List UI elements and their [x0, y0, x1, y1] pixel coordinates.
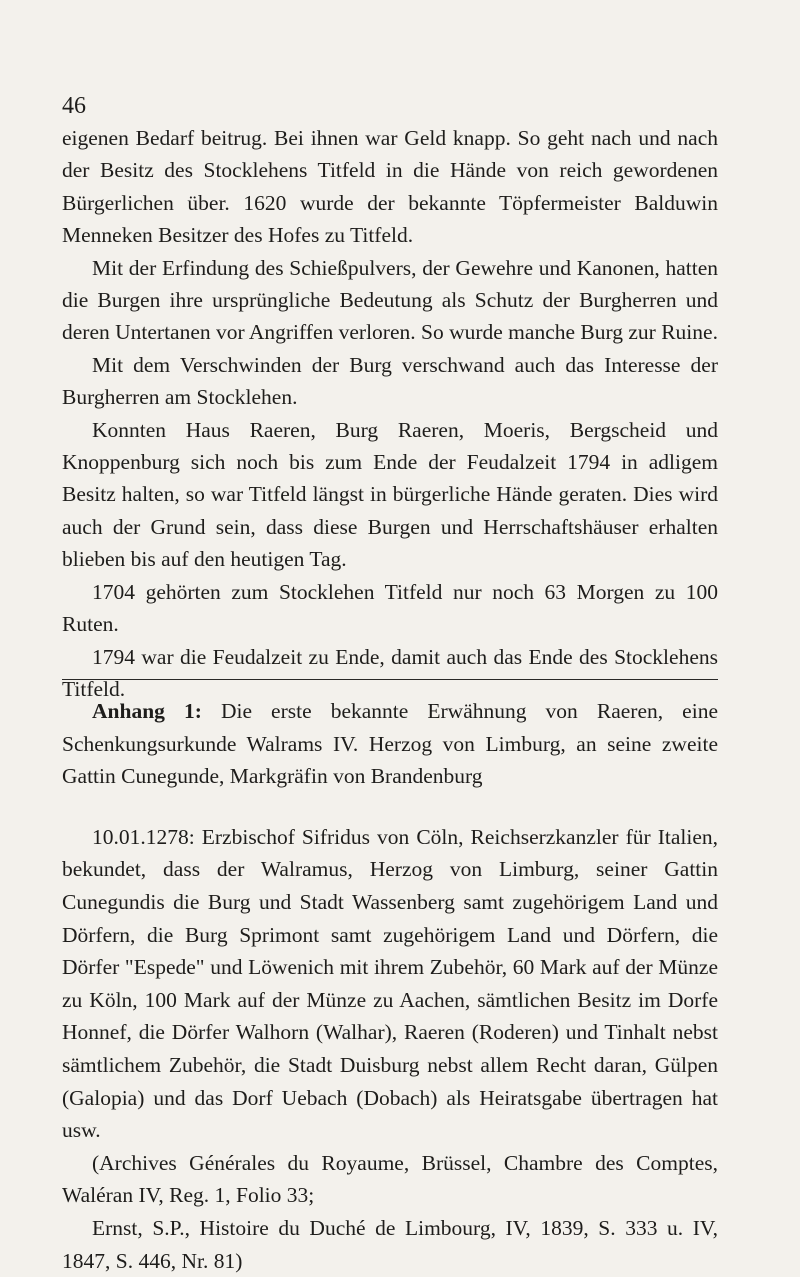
appendix-section	[62, 695, 718, 1277]
paragraph-castle-disappearance: Mit dem Verschwinden der Burg verschwand auch das Interesse der Burgherren am Stocklehen.	[62, 352, 718, 410]
page-number: 46	[62, 93, 86, 119]
appendix-source-archives: (Archives Générales du Royaume, Brüssel, Chambre des Comptes, Waléran IV, Reg. 1, Folio 33;	[62, 1150, 718, 1208]
appendix-heading-text: Die erste bekannte Erwähnung von Raeren, eine Schenkungsurkunde Walrams IV. Herzog von Limburg, an seine zweite Gattin Cunegunde, Markgräfin von Brandenburg	[62, 699, 718, 789]
main-text	[62, 122, 718, 705]
appendix-source-ernst: Ernst, S.P., Histoire du Duché de Limbourg, IV, 1839, S. 333 u. IV, 1847, S. 446, Nr. 81)	[62, 1215, 718, 1273]
paragraph-1704: 1704 gehörten zum Stocklehen Titfeld nur noch 63 Morgen zu 100 Ruten.	[62, 579, 718, 637]
appendix-heading	[62, 695, 718, 793]
section-divider	[62, 679, 718, 680]
paragraph-1794: 1794 war die Feudalzeit zu Ende, damit auch das Ende des Stocklehens Titfeld.	[62, 644, 718, 701]
appendix-label: Anhang 1:	[92, 699, 202, 723]
paragraph-noble-possession: Konnten Haus Raeren, Burg Raeren, Moeris, Bergscheid und Knoppenburg sich noch bis zum Ende der Feudalzeit 1794 in adligem Besitz halten, so war Titfeld längst in bürgerliche Hände geraten. Dies wird auch der Grund sein, dass diese Burgen und Herrschaftshäuser erhalten blieben bis auf den heutigen Tag.	[62, 417, 718, 572]
paragraph-continued: eigenen Bedarf beitrug. Bei ihnen war Geld knapp. So geht nach und nach der Besitz des Stocklehens Titfeld in die Hände von reich gewordenen Bürgerlichen über. 1620 wurde der bekannte Töpfermeister Balduwin Menneken Besitzer des Hofes zu Titfeld.	[62, 126, 718, 248]
appendix-charter: 10.01.1278: Erzbischof Sifridus von Cöln, Reichserzkanzler für Italien, bekundet, dass der Walramus, Herzog von Limburg, seiner Gattin Cunegundis die Burg und Stadt Wassenberg samt zugehörigem Land und Dörfern, die Burg Sprimont samt zugehörigem Land und Dörfern, die Dörfer "Espede" und Löwenich mit ihrem Zubehör, 60 Mark auf der Münze zu Köln, 100 Mark auf der Münze zu Aachen, sämtlichen Besitz im Dorfe Honnef, die Dörfer Walhorn (Walhar), Raeren (Roderen) und Tinhalt nebst sämtlichem Zubehör, die Stadt Duisburg nebst allem Recht daran, Gülpen (Galopia) und das Dorf Uebach (Dobach) als Heiratsgabe übertragen hat usw.	[62, 824, 718, 1143]
paragraph-gunpowder: Mit der Erfindung des Schießpulvers, der Gewehre und Kanonen, hatten die Burgen ihre ursprüngliche Bedeutung als Schutz der Burgherren und deren Untertanen vor Angriffen verloren. So wurde manche Burg zur Ruine.	[62, 255, 718, 345]
